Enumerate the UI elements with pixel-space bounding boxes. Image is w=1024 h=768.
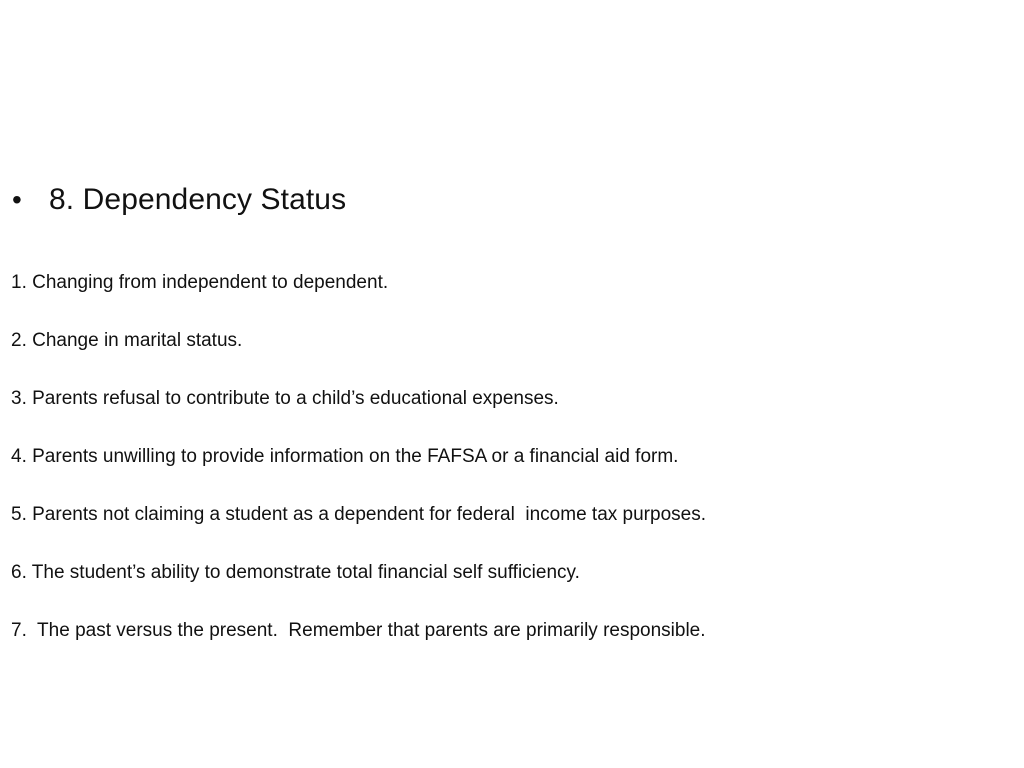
list-item: 3. Parents refusal to contribute to a child’s educational expenses. <box>11 388 559 409</box>
list-item: 5. Parents not claiming a student as a dependent for federal income tax purposes. <box>11 504 706 525</box>
list-item: 7. The past versus the present. Remember that parents are primarily responsible. <box>11 620 706 641</box>
list-item: 2. Change in marital status. <box>11 330 243 351</box>
slide-heading-row <box>12 178 346 222</box>
list-item: 6. The student’s ability to demonstrate total financial self sufficiency. <box>11 562 580 583</box>
slide-heading: 8. Dependency Status <box>49 183 347 216</box>
bullet-icon: • <box>12 184 22 215</box>
dependency-status-list <box>11 270 706 676</box>
list-item: 4. Parents unwilling to provide information on the FAFSA or a financial aid form. <box>11 446 679 467</box>
list-item: 1. Changing from independent to dependent. <box>11 272 389 293</box>
